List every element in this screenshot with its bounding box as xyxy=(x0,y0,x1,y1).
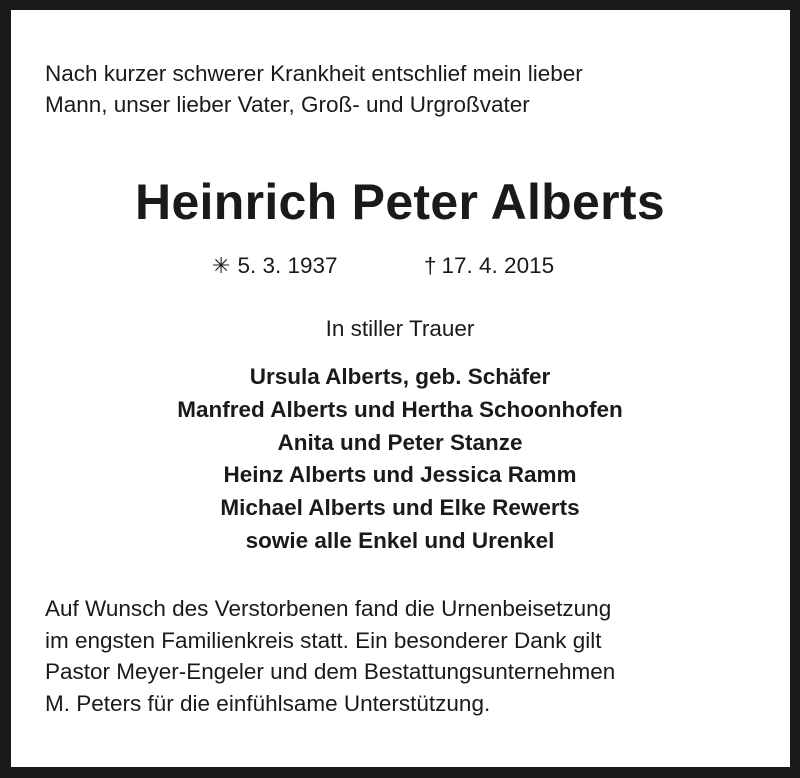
intro-line-2: Mann, unser lieber Vater, Groß- und Urgroßvater xyxy=(45,92,530,117)
deceased-name: Heinrich Peter Alberts xyxy=(135,174,665,230)
birth-date: 5. 3. 1937 xyxy=(237,253,338,278)
closing-line-2: im engsten Familienkreis statt. Ein besonderer Dank gilt xyxy=(45,627,602,653)
intro-line-1: Nach kurzer schwerer Krankheit entschlief mein lieber xyxy=(45,61,583,86)
life-dates xyxy=(212,250,612,282)
birth-star-icon: ✳ xyxy=(212,253,231,278)
mourner-line: Michael Alberts und Elke Rewerts xyxy=(220,495,580,521)
closing-line-4: M. Peters für die einfühlsame Unterstützung. xyxy=(45,690,491,716)
mourner-line: Ursula Alberts, geb. Schäfer xyxy=(249,364,551,389)
intro-text xyxy=(45,58,765,120)
mourners-list xyxy=(0,361,800,558)
mourner-line: Heinz Alberts und Jessica Ramm xyxy=(223,462,577,488)
closing-text xyxy=(45,593,775,719)
mourning-heading: In stiller Trauer xyxy=(325,316,475,341)
closing-line-1: Auf Wunsch des Verstorbenen fand die Urnenbeisetzung xyxy=(45,596,612,621)
mourner-line: Manfred Alberts und Hertha Schoonhofen xyxy=(177,396,623,422)
closing-line-3: Pastor Meyer-Engeler und dem Bestattungsunternehmen xyxy=(45,659,616,684)
death-date: 17. 4. 2015 xyxy=(441,253,555,278)
death-date-group xyxy=(424,250,554,282)
mourner-line: sowie alle Enkel und Urenkel xyxy=(245,527,555,553)
birth-date-group xyxy=(212,250,338,282)
mourner-line: Anita und Peter Stanze xyxy=(277,429,523,455)
death-cross-icon: † xyxy=(424,253,437,278)
